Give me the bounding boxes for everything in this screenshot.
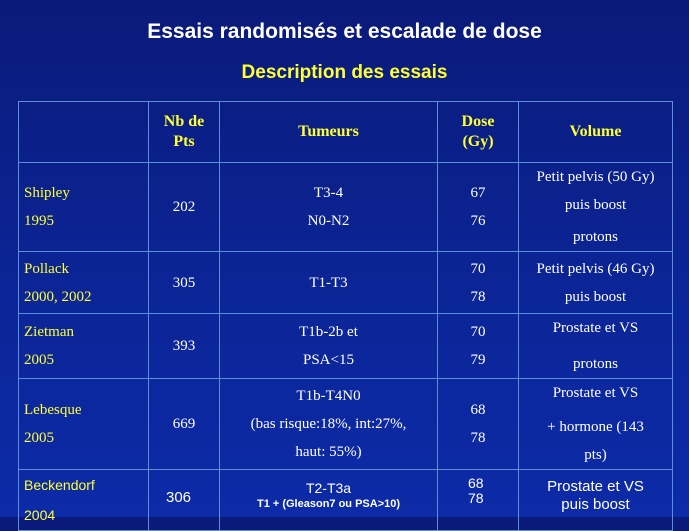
tumeurs-line: N0-N2 [307, 213, 350, 229]
study-name [19, 252, 149, 314]
study-year: 2000, 2002 [24, 288, 92, 305]
tumeurs [220, 252, 438, 314]
tumeurs-line: T1b-2b et [299, 324, 358, 340]
volume-line: puis boost [564, 288, 627, 305]
volume-line: protons [573, 356, 618, 372]
dose-value: 67 [470, 185, 486, 201]
slide-title: Essais randomisés et escalade de dose [147, 20, 542, 43]
header-nb-pts [149, 102, 220, 163]
table-row [19, 163, 673, 252]
dose-value: 78 [470, 288, 486, 305]
tumeurs-line: PSA<15 [303, 352, 354, 368]
volume-line: Petit pelvis (46 Gy) [536, 260, 655, 277]
header-volume: Volume [519, 102, 673, 163]
volume [519, 314, 673, 379]
volume-line: Petit pelvis (50 Gy) [536, 169, 655, 185]
tumeurs-line: (bas risque:18%, int:27%, [250, 416, 407, 432]
dose-value: 68 [468, 475, 484, 491]
tumeurs [220, 163, 438, 252]
dose-value: 78 [468, 490, 484, 506]
tumeurs-line: T1b-T4N0 [296, 388, 361, 404]
dose [438, 379, 519, 470]
volume [519, 470, 673, 531]
header-dose-line2: (Gy) [462, 133, 494, 150]
tumeurs-line: T2-T3a [305, 480, 352, 496]
dose [438, 163, 519, 252]
table-row-highlighted [19, 470, 673, 531]
study-year: 2005 [24, 352, 54, 368]
dose-value: 79 [470, 352, 486, 368]
dose-value: 70 [470, 324, 486, 340]
dose [438, 252, 519, 314]
volume-line: Prostate et VS [547, 478, 644, 495]
nb-pts: 306 [149, 470, 220, 531]
dose-value: 76 [470, 213, 486, 229]
study-author: Lebesque [24, 402, 82, 418]
header-nb-line2: Pts [173, 133, 195, 150]
header-nb-line1: Nb de [163, 113, 205, 130]
volume [519, 163, 673, 252]
volume-line: puis boost [564, 197, 627, 213]
volume-line: Prostate et VS [552, 385, 639, 401]
tumeurs-line: T1-T3 [309, 274, 348, 291]
volume [519, 252, 673, 314]
study-author: Shipley [24, 185, 70, 201]
tumeurs [220, 314, 438, 379]
header-dose-line1: Dose [461, 113, 495, 130]
study-author: Pollack [24, 260, 69, 277]
dose-value: 70 [470, 260, 486, 277]
study-author: Beckendorf [24, 477, 95, 493]
tumeurs-line: T3-4 [313, 185, 344, 201]
study-year: 2005 [24, 430, 54, 446]
study-name [19, 379, 149, 470]
tumeurs [220, 470, 438, 531]
table-row [19, 252, 673, 314]
study-name [19, 314, 149, 379]
nb-pts: 305 [149, 252, 220, 314]
trials-table [18, 101, 673, 531]
nb-pts: 393 [149, 314, 220, 379]
header-dose [438, 102, 519, 163]
study-year: 1995 [24, 213, 54, 229]
volume-line: Prostate et VS [552, 320, 639, 336]
dose-value: 68 [470, 402, 486, 418]
dose [438, 314, 519, 379]
table-row [19, 314, 673, 379]
volume-line: pts) [584, 447, 607, 463]
header-tumeurs: Tumeurs [220, 102, 438, 163]
dose-value: 78 [470, 430, 486, 446]
volume-line: + hormone (143 [547, 419, 644, 435]
volume [519, 379, 673, 470]
study-name [19, 470, 149, 531]
nb-pts: 202 [149, 163, 220, 252]
dose [438, 470, 519, 531]
table-row [19, 379, 673, 470]
study-author: Zietman [24, 324, 74, 340]
volume-line: protons [573, 229, 618, 245]
tumeurs-subline: T1 + (Gleason7 ou PSA>10) [256, 498, 401, 510]
slide-subtitle: Description des essais [241, 62, 448, 83]
volume-line: puis boost [561, 496, 630, 513]
tumeurs [220, 379, 438, 470]
tumeurs-line: haut: 55%) [295, 444, 362, 460]
header-row [19, 102, 673, 163]
header-study [19, 102, 149, 163]
study-year: 2004 [24, 507, 56, 523]
nb-pts: 669 [149, 379, 220, 470]
study-name [19, 163, 149, 252]
